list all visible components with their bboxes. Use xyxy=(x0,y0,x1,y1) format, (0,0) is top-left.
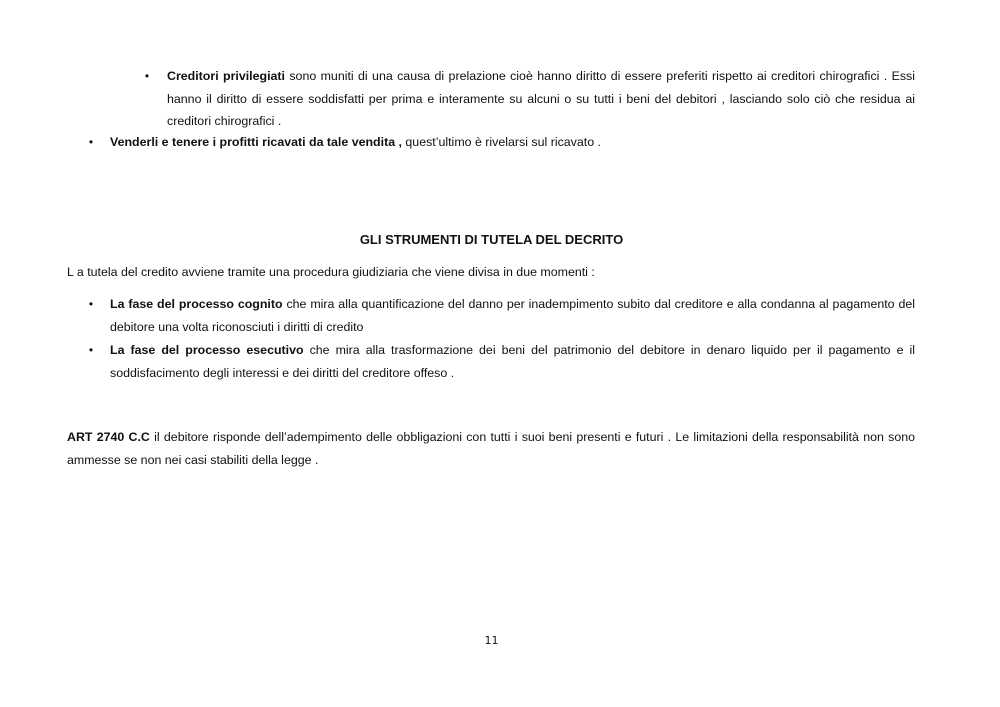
page-number: 11 xyxy=(484,634,499,647)
bullet-fase-cognito xyxy=(110,293,915,338)
bullet-text: che mira alla trasformazione dei beni del patrimonio del debitore in denaro liquido per il pagamento e il soddisfacimento degli interessi e dei diritti del creditore offeso . xyxy=(110,343,916,380)
section-intro: L a tutela del credito avviene tramite una procedura giudiziaria che viene divisa in due momenti : xyxy=(67,265,595,279)
bullet-fase-esecutivo xyxy=(110,339,915,384)
article-paragraph xyxy=(67,426,915,471)
bullet-marker: • xyxy=(88,343,94,357)
bullet-venderli xyxy=(110,131,915,154)
bullet-text: che mira alla quantificazione del danno per inadempimento subito dal creditore e alla condanna al pagamento del debitore una volta riconosciuti i diritti di credito xyxy=(110,297,915,334)
bullet-text: quest’ultimo è rivelarsi sul ricavato . xyxy=(401,135,601,149)
bullet-bold-term: La fase del processo cognito xyxy=(110,297,283,311)
bullet-marker: • xyxy=(144,69,150,83)
bullet-marker: • xyxy=(88,297,94,311)
bullet-bold-term: Creditori privilegiati xyxy=(167,69,285,83)
section-title: GLI STRUMENTI DI TUTELA DEL DECRITO xyxy=(359,232,624,247)
bullet-bold-term: Venderli e tenere i profitti ricavati da tale vendita , xyxy=(110,135,402,149)
bullet-bold-term: La fase del processo esecutivo xyxy=(110,343,304,357)
bullet-creditori-privilegiati xyxy=(167,65,915,133)
article-reference: ART 2740 C.C xyxy=(67,430,150,444)
bullet-text: sono muniti di una causa di prelazione cioè hanno diritto di essere preferiti rispetto ai creditori chirografici . Essi hanno il diritto di essere soddisfatti per prima e interamente su alcuni o su tutti i beni del debitori , lasciando solo ciò che residua ai creditori chirografici . xyxy=(167,69,915,128)
bullet-marker: • xyxy=(88,135,94,149)
article-text: il debitore risponde dell’adempimento delle obbligazioni con tutti i suoi beni presenti e futuri . Le limitazioni della responsabilità non sono ammesse se non nei casi stabiliti della legge . xyxy=(67,430,915,467)
